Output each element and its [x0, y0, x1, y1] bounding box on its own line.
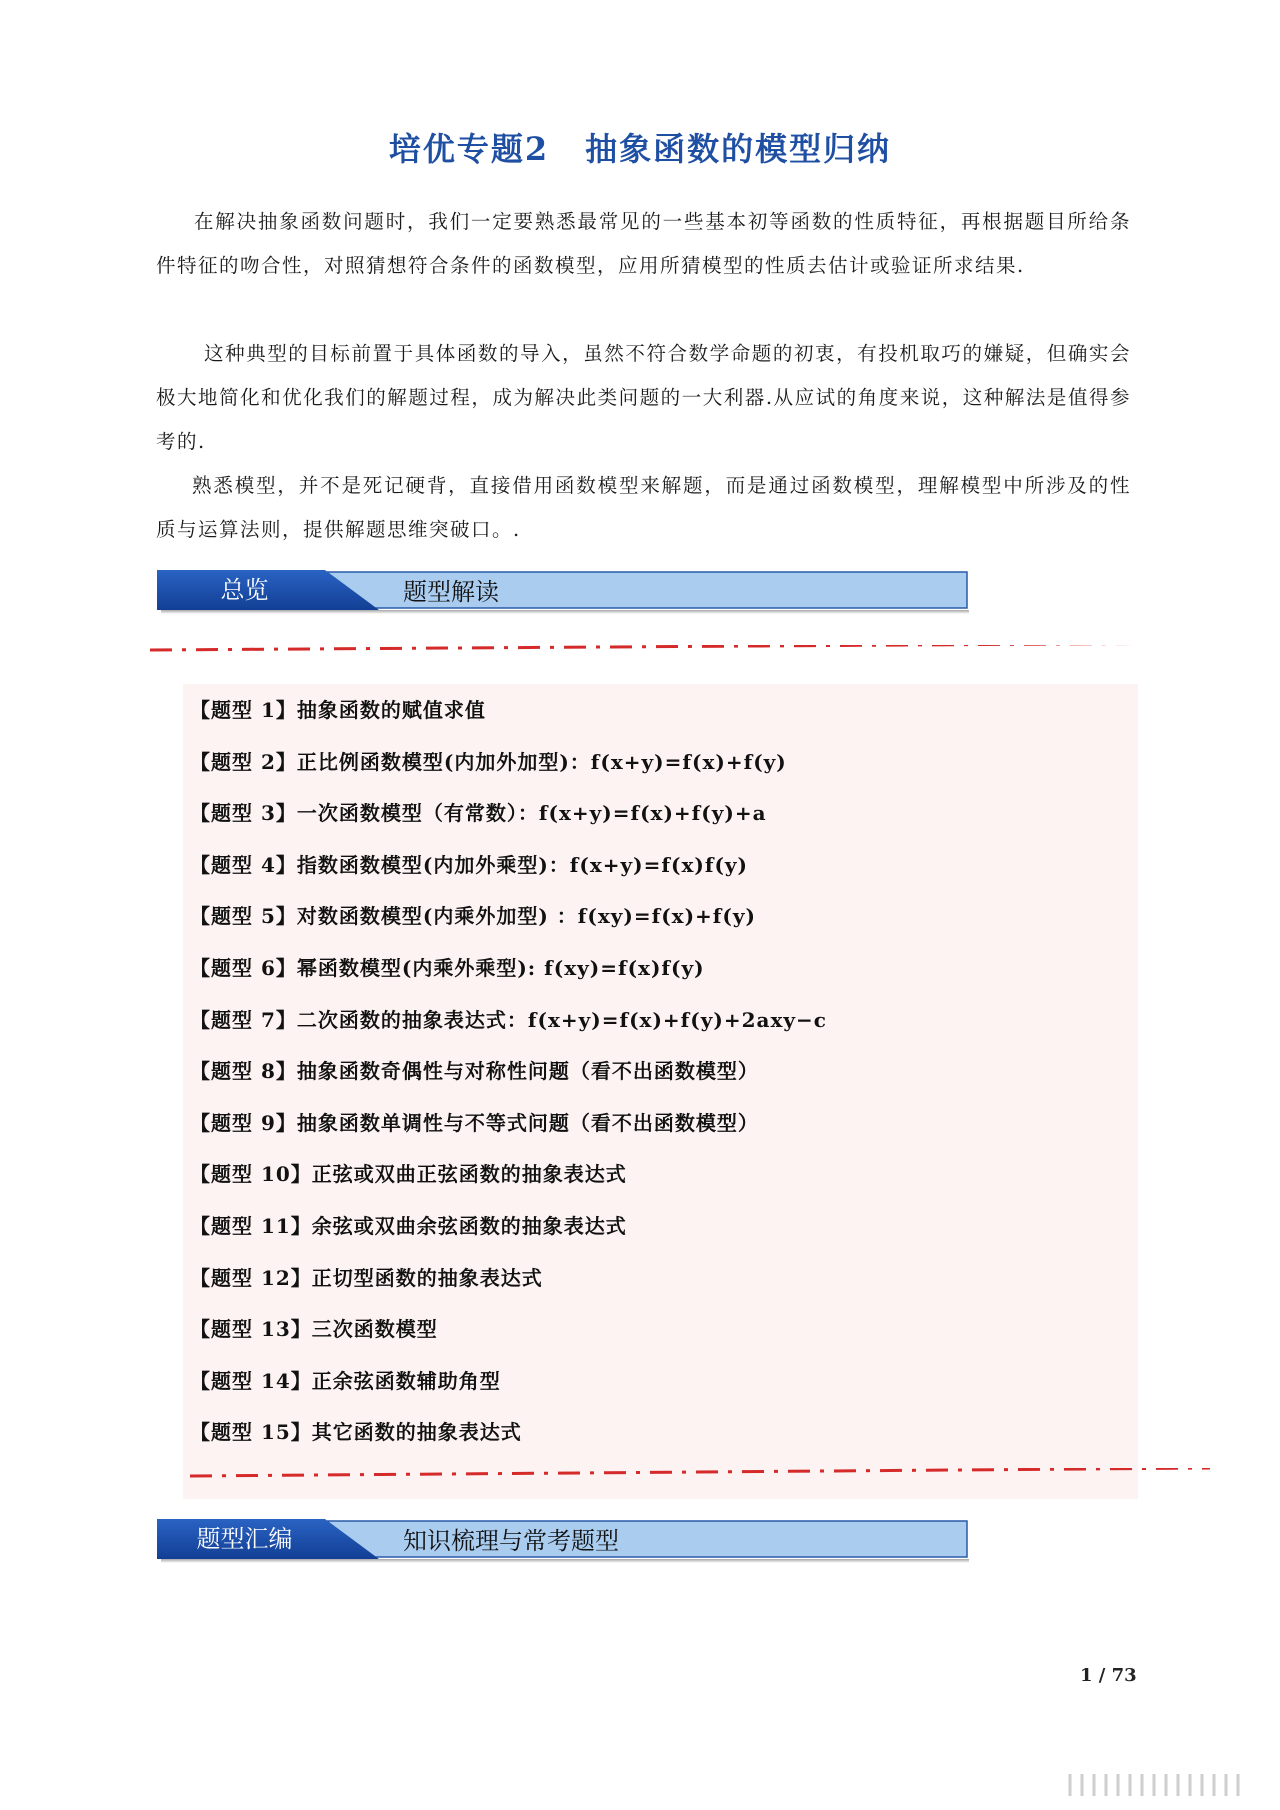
question-type-item: 【题型 12】正切型函数的抽象表达式: [190, 1266, 543, 1290]
page-title: [0, 124, 1280, 170]
question-type-item: 【题型 6】幂函数模型(内乘外乘型): f(xy)=f(x)f(y): [190, 956, 705, 980]
question-type-item: 【题型 9】抽象函数单调性与不等式问题（看不出函数模型）: [190, 1111, 759, 1135]
question-type-item: 【题型 14】正余弦函数辅助角型: [190, 1369, 501, 1393]
intro-paragraph-3: 熟悉模型，并不是死记硬背，直接借用函数模型来解题，而是通过函数模型，理解模型中所涉及的性质与运算法则，提供解题思维突破口。.: [156, 474, 1131, 541]
intro-paragraph-1: 在解决抽象函数问题时，我们一定要熟悉最常见的一些基本初等函数的性质特征，再根据题目所给条件特征的吻合性，对照猜想符合条件的函数模型，应用所猜模型的性质去估计或验证所求结果.: [156, 210, 1131, 277]
banner-label: 题型解读: [403, 578, 499, 606]
section-banner-compilation: [157, 1519, 977, 1559]
banner-label: 知识梳理与常考题型: [403, 1527, 619, 1555]
intro-paragraph-2: 这种典型的目标前置于具体函数的导入，虽然不符合数学命题的初衷，有投机取巧的嫌疑，但确实会极大地简化和优化我们的解题过程，成为解决此类问题的一大利器.从应试的角度来说，这种解法是值得参考的.: [156, 342, 1131, 453]
question-type-item: 【题型 15】其它函数的抽象表达式: [190, 1420, 522, 1444]
question-type-item: 【题型 2】正比例函数模型(内加外加型)：f(x+y)=f(x)+f(y): [190, 750, 787, 774]
question-type-item: 【题型 11】余弦或双曲余弦函数的抽象表达式: [190, 1214, 627, 1238]
section-banner-overview: [157, 570, 977, 610]
title-subject: 抽象函数的模型归纳: [585, 130, 892, 168]
question-type-item: 【题型 7】二次函数的抽象表达式：f(x+y)=f(x)+f(y)+2axy−c: [190, 1008, 827, 1032]
question-type-item: 【题型 13】三次函数模型: [190, 1317, 438, 1341]
question-type-item: 【题型 10】正弦或双曲正弦函数的抽象表达式: [190, 1162, 627, 1186]
dash-dot-divider-bottom: [150, 1468, 1210, 1478]
banner-tag: 总览: [220, 576, 269, 604]
question-type-item: 【题型 3】一次函数模型（有常数）：f(x+y)=f(x)+f(y)+a: [190, 801, 767, 825]
dash-dot-divider-top: [150, 645, 1210, 655]
question-type-item: 【题型 5】对数函数模型(内乘外加型) ：f(xy)=f(x)+f(y): [190, 904, 756, 928]
question-type-item: 【题型 8】抽象函数奇偶性与对称性问题（看不出函数模型）: [190, 1059, 759, 1083]
title-topic: 培优专题2: [388, 130, 550, 168]
question-type-item: 【题型 4】指数函数模型(内加外乘型)：f(x+y)=f(x)f(y): [190, 853, 748, 877]
banner-tag: 题型汇编: [196, 1525, 293, 1553]
barcode-watermark-icon: [1050, 1770, 1260, 1800]
page-number: 1 / 73: [1080, 1665, 1137, 1686]
question-type-item: 【题型 1】抽象函数的赋值求值: [190, 698, 486, 722]
